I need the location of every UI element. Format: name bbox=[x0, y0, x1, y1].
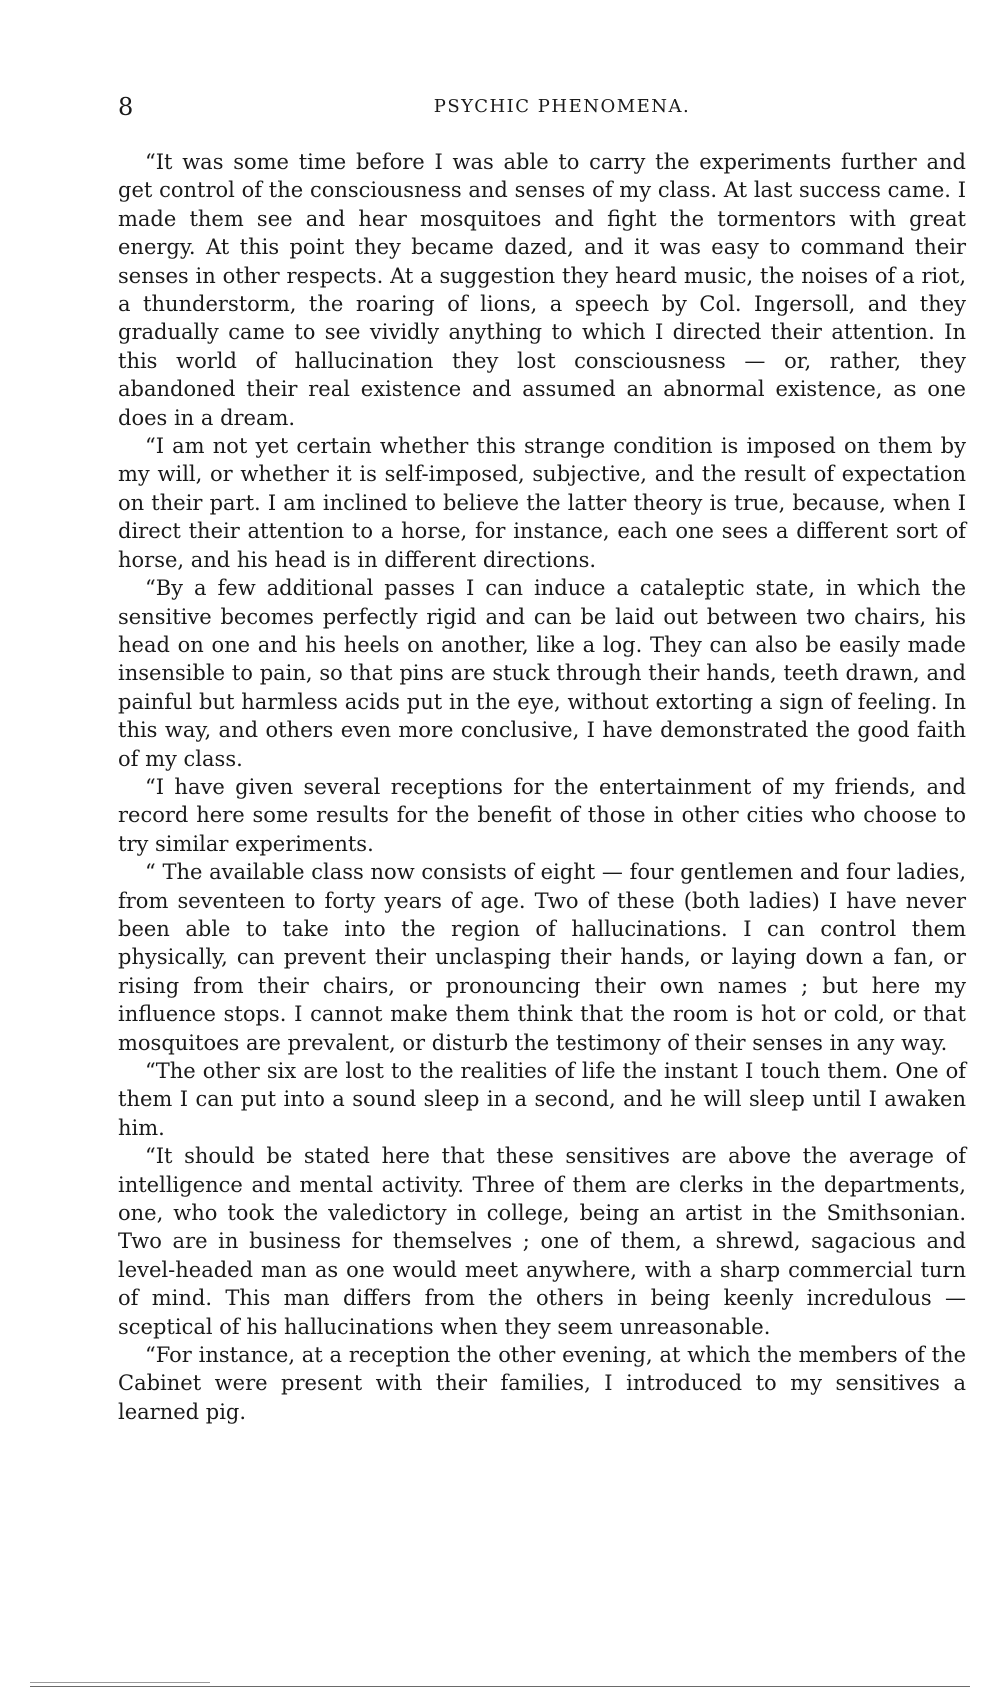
scan-edge-line bbox=[30, 1682, 210, 1683]
paragraph: “By a few additional passes I can induce a cataleptic state, in which the sensitive becomes perfectly rigid and can be laid out between two chairs, his head on one and his heels on another, like a log. They can also be easily made insensible to pain, so that pins are stuck through their hands, teeth drawn, and painful but harmless acids put in the eye, without extorting a sign of feeling. In this way, and others even more conclusive, I have demonstrated the good faith of my class. bbox=[118, 576, 966, 771]
page-number: 8 bbox=[118, 93, 134, 121]
paragraph: “It should be stated here that these sensitives are above the average of intelligence and mental activity. Three of them are clerks in the departments, one, who took the valedictory in college, being an artist in the Smithsonian. Two are in business for themselves ; one of them, a shrewd, sagacious and level-headed man as one would meet anywhere, with a sharp commercial turn of mind. This man differs from the others in being keenly incredulous — sceptical of his hallucinations when they seem unreasonable. bbox=[118, 1144, 966, 1339]
paragraph: “ The available class now consists of eight — four gentlemen and four ladies, from seventeen to forty years of age. Two of these (both ladies) I have never been able to take into the region of hallucinations. I can control them physically, can prevent their unclasping their hands, or laying down a fan, or rising from their chairs, or pronouncing their own names ; but here my influence stops. I cannot make them think that the room is hot or cold, or that mosquitoes are prevalent, or disturb the testimony of their senses in any way. bbox=[118, 860, 966, 1055]
paragraph: “I have given several receptions for the entertainment of my friends, and record here some results for the benefit of those in other cities who choose to try similar experiments. bbox=[118, 774, 966, 856]
body-text bbox=[118, 148, 966, 1426]
paragraph: “I am not yet certain whether this strange condition is imposed on them by my will, or whether it is self-imposed, subjective, and the result of expectation on their part. I am inclined to believe the latter theory is true, because, when I direct their attention to a horse, for instance, each one sees a different sort of horse, and his head is in different directions. bbox=[118, 434, 966, 572]
paragraph: “For instance, at a reception the other evening, at which the members of the Cabinet were present with their families, I introduced to my sensitives a learned pig. bbox=[118, 1343, 966, 1424]
bottom-rule bbox=[30, 1686, 970, 1687]
page-header bbox=[118, 92, 966, 122]
running-title: PSYCHIC PHENOMENA. bbox=[433, 96, 691, 117]
paragraph: “The other six are lost to the realities of life the instant I touch them. One of them I can put into a sound sleep in a second, and he will sleep until I awaken him. bbox=[118, 1059, 966, 1140]
paragraph: “It was some time before I was able to carry the experiments further and get control of the consciousness and senses of my class. At last success came. I made them see and hear mosquitoes and fight the tormentors with great energy. At this point they became dazed, and it was easy to command their senses in other respects. At a suggestion they heard music, the noises of a riot, a thunderstorm, the roaring of lions, a speech by Col. Ingersoll, and they gradually came to see vividly anything to which I directed their attention. In this world of hallucination they lost consciousness — or, rather, they abandoned their real existence and assumed an abnormal existence, as one does in a dream. bbox=[118, 150, 966, 430]
